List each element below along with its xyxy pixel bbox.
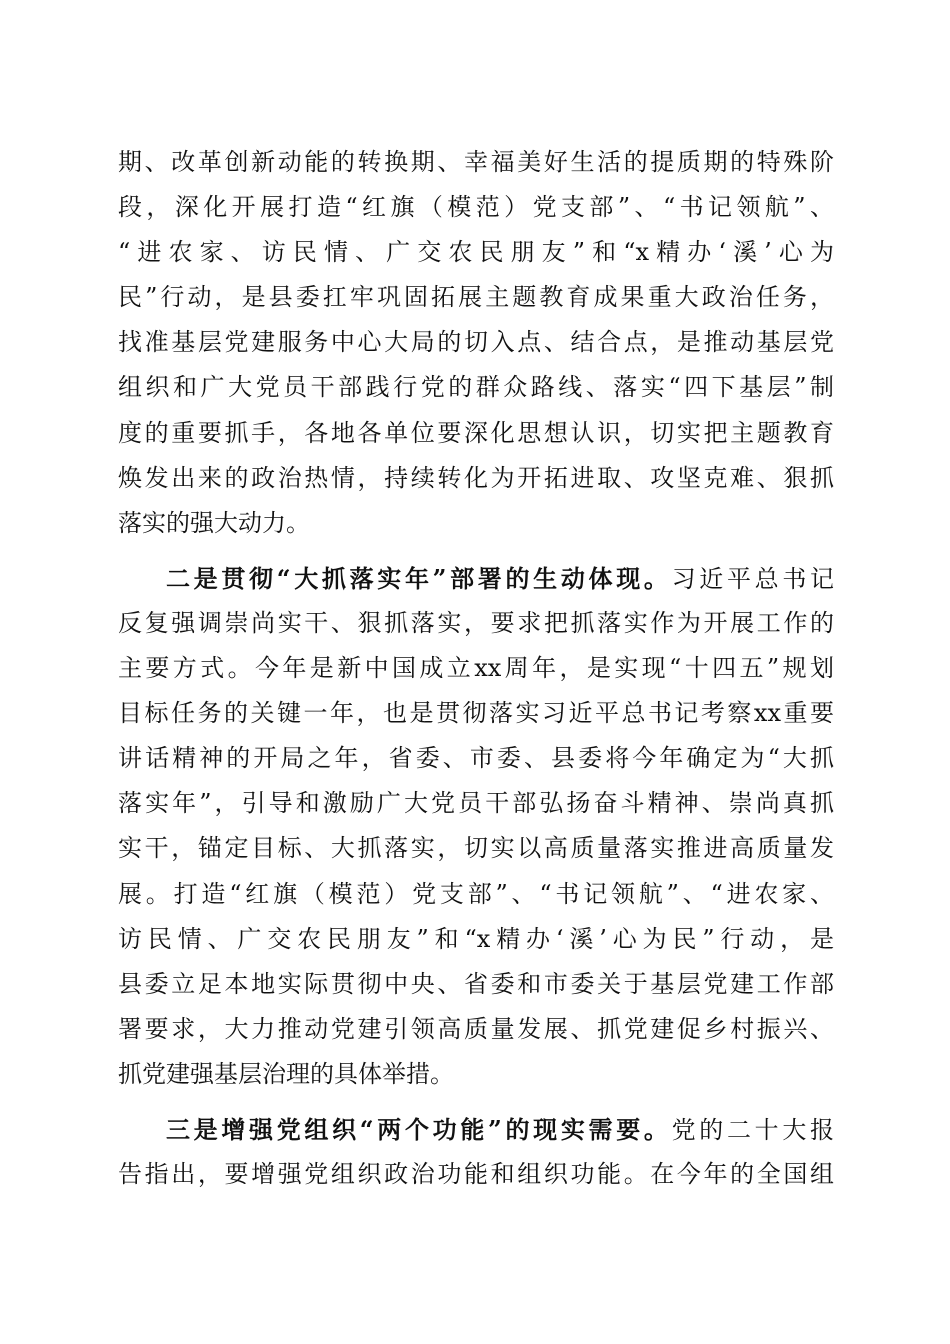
paragraph-2 xyxy=(118,556,834,1097)
text-line: 目标任务的关键一年，也是贯彻落实习近平总书记考察xx重要 xyxy=(118,699,834,728)
text-line: 民”行动，是县委扛牢巩固拓展主题教育成果重大政治任务， xyxy=(118,283,834,312)
text-run: 习近平总书记 xyxy=(671,564,835,593)
text-line: 展。打造“红旗（模范）党支部”、“书记领航”、“进农家、 xyxy=(118,879,834,908)
text-line: 告指出，要增强党组织政治功能和组织功能。在今年的全国组 xyxy=(118,1160,834,1189)
text-line: 组织和广大党员干部践行党的群众路线、落实“四下基层”制 xyxy=(118,373,834,402)
paragraph-heading: 二是贯彻“大抓落实年”部署的生动体现。 xyxy=(166,563,672,593)
text-line: 度的重要抓手，各地各单位要深化思想认识，切实把主题教育 xyxy=(118,418,834,447)
text-line: 段，深化开展打造“红旗（模范）党支部”、“书记领航”、 xyxy=(118,193,834,222)
paragraph-3 xyxy=(118,1107,834,1197)
text-line: “进农家、访民情、广交农民朋友”和“x精办‘溪’心为 xyxy=(118,238,834,267)
paragraph-first-line xyxy=(118,1107,834,1152)
text-line: 主要方式。今年是新中国成立xx周年，是实现“十四五”规划 xyxy=(118,654,834,683)
text-line: 落实年”，引导和激励广大党员干部弘扬奋斗精神、崇尚真抓 xyxy=(118,789,834,818)
text-line: 反复强调崇尚实干、狠抓落实，要求把抓落实作为开展工作的 xyxy=(118,608,834,637)
text-line: 找准基层党建服务中心大局的切入点、结合点，是推动基层党 xyxy=(118,328,834,357)
paragraph-1 xyxy=(118,140,834,546)
paragraph-heading: 三是增强党组织“两个功能”的现实需要。 xyxy=(166,1114,672,1144)
text-run: 党的二十大报 xyxy=(671,1115,835,1144)
text-line: 实干，锚定目标、大抓落实，切实以高质量落实推进高质量发 xyxy=(118,834,834,863)
document-page xyxy=(118,140,834,1197)
text-line: 落实的强大动力。 xyxy=(118,508,310,537)
text-line: 县委立足本地实际贯彻中央、省委和市委关于基层党建工作部 xyxy=(118,969,834,998)
text-line: 讲话精神的开局之年，省委、市委、县委将今年确定为“大抓 xyxy=(118,744,834,773)
paragraph-first-line xyxy=(118,556,834,601)
text-line: 访民情、广交农民朋友”和“x精办‘溪’心为民”行动，是 xyxy=(118,924,834,953)
text-line: 期、改革创新动能的转换期、幸福美好生活的提质期的特殊阶 xyxy=(118,148,834,176)
text-line: 抓党建强基层治理的具体举措。 xyxy=(118,1059,454,1088)
text-line: 署要求，大力推动党建引领高质量发展、抓党建促乡村振兴、 xyxy=(118,1014,834,1043)
text-line: 焕发出来的政治热情，持续转化为开拓进取、攻坚克难、狠抓 xyxy=(118,463,834,492)
